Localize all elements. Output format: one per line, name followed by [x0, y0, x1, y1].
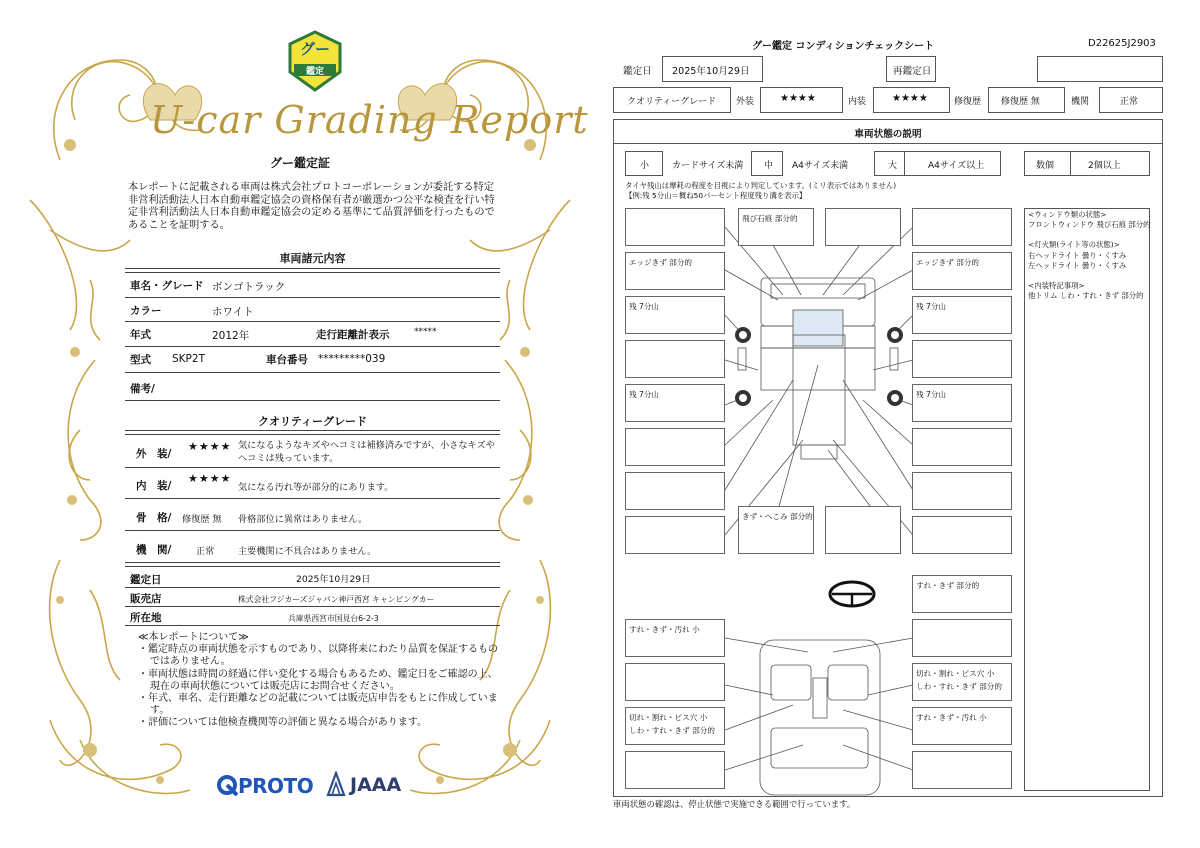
- note-box: [912, 619, 1012, 657]
- interior-stars: ★★★★: [892, 93, 928, 104]
- note-box: 飛び石痕 部分的: [738, 208, 814, 246]
- report-notes: [138, 632, 498, 730]
- dealer-label: 販売店: [130, 593, 162, 605]
- report-script-title: U-car Grading Report: [150, 98, 589, 142]
- note-line: フロントウィンドウ 飛び石痕 部分的: [1028, 220, 1151, 230]
- mileage-label: 走行距離計表示: [316, 329, 390, 341]
- divider: [125, 430, 500, 435]
- divider: [125, 321, 500, 322]
- address-label: 所在地: [130, 612, 162, 624]
- note-box: [912, 663, 1012, 701]
- cell: [904, 151, 905, 176]
- divider: [125, 268, 500, 273]
- steering-wheel-icon: [828, 580, 876, 608]
- note-box: [912, 751, 1012, 789]
- note-line: 左ヘッドライト 曇り・くすみ: [1028, 260, 1127, 270]
- section-title: 車両状態の説明: [854, 129, 922, 140]
- chassis-value: *********039: [318, 353, 386, 365]
- exterior-label: 外 装/: [136, 448, 172, 460]
- chassis-label: 車台番号: [266, 354, 308, 366]
- divider: [125, 400, 500, 401]
- legend-large-desc: A4サイズ以上: [928, 161, 985, 171]
- badge-bottom-text: 鑑定: [305, 67, 324, 77]
- divider: [125, 297, 500, 298]
- repair-history-value: 修復歴 無: [1001, 97, 1040, 107]
- certificate-body: 本レポートに記載される車両は株式会社プロトコーポレーションが委託する特定非営利活動法人日本自動車鑑定協会の資格保有者が厳選かつ公平な検査を行い特定非営利活動法人日本自動車鑑定協会の定める基準にて品質評価を行ったものであることを証明する。: [128, 182, 495, 231]
- note-line: 切れ・割れ・ピス穴 小: [629, 713, 708, 722]
- engine-value: 正常: [196, 546, 215, 557]
- dealer-value: 株式会社フジカーズジャパン神戸西宮 キャンピングカー: [238, 595, 435, 604]
- interior-comment: 気になる汚れ等が部分的にあります。: [238, 482, 394, 493]
- note-box: [825, 506, 901, 554]
- appraisal-date-label: 鑑定日: [130, 574, 162, 586]
- sheet-title: グー鑑定 コンディションチェックシート: [752, 41, 935, 52]
- note-box: [625, 340, 725, 378]
- appraisal-date-value: 2025年10月29日: [296, 574, 371, 585]
- remarks-label: 備考/: [130, 383, 155, 395]
- frame-comment: 骨格部位に異常はありません。: [238, 514, 368, 525]
- model-value: SKP2T: [172, 353, 205, 365]
- appraisal-date-label: 鑑定日: [623, 66, 652, 77]
- frame-value: 修復歴 無: [182, 514, 222, 525]
- name-label: 車名・グレード: [130, 280, 204, 292]
- note-line: [1028, 271, 1151, 281]
- note-box: 残 7分山: [912, 384, 1012, 422]
- note-box: [825, 208, 901, 246]
- note-line: 切れ・割れ・ピス穴 小: [916, 669, 995, 678]
- mileage-value: *****: [414, 327, 437, 337]
- model-label: 型式: [130, 354, 151, 366]
- divider: [125, 562, 500, 567]
- exterior-stars: ★★★★: [188, 440, 232, 453]
- notes-title: ≪本レポートについて≫: [138, 632, 249, 643]
- note-box: [912, 208, 1012, 246]
- note-line: しわ・すれ・きず 部分的: [629, 726, 715, 735]
- address-value: 兵庫県西宮市国見台6-2-3: [288, 614, 379, 623]
- engine-value: 正常: [1120, 97, 1139, 107]
- jaaa-logo-text: JAAA: [350, 774, 402, 796]
- year-label: 年式: [130, 329, 151, 341]
- note-box: 残 7分山: [625, 384, 725, 422]
- note-line: 他トリム しわ・すれ・きず 部分的: [1028, 291, 1144, 301]
- engine-label: 機 関/: [136, 544, 172, 556]
- engine-label: 機関: [1071, 97, 1090, 107]
- note-line: [1028, 230, 1151, 240]
- note-box: すれ・きず・汚れ 小: [912, 707, 1012, 745]
- color-value: ホワイト: [212, 306, 254, 318]
- note-item: ・年式、車名、走行距離などの記載については販売店申告をもとに作成しています。: [138, 693, 498, 717]
- note-box: [625, 208, 725, 246]
- note-line: <灯火類(ライト等の状態)>: [1028, 240, 1120, 250]
- interior-label: 内 装/: [136, 480, 172, 492]
- note-box: [912, 340, 1012, 378]
- legend-count: 数個: [1036, 161, 1055, 171]
- note-box: すれ・きず 部分的: [912, 575, 1012, 613]
- tire-note: タイヤ残山は摩耗の程度を目視により判定しています。(ミリ表示ではありません): [625, 181, 897, 190]
- appraisal-date-value: 2025年10月29日: [672, 66, 750, 77]
- note-box: 残 7分山: [625, 296, 725, 334]
- interior-stars: ★★★★: [188, 472, 232, 485]
- note-line: <ウィンドウ類の状態>: [1028, 210, 1107, 219]
- proto-logo-mark: [216, 774, 238, 796]
- exterior-label: 外装: [736, 97, 755, 107]
- note-box: [625, 516, 725, 554]
- note-item: ・鑑定時点の車両状態を示すものであり、以降将来にわたり品質を保証するものではありません。: [138, 644, 498, 668]
- note-line: 右ヘッドライト 曇り・くすみ: [1028, 250, 1127, 260]
- name-value: ボンゴトラック: [212, 281, 286, 293]
- note-box: [912, 516, 1012, 554]
- divider: [125, 587, 500, 588]
- divider: [125, 467, 500, 468]
- divider: [125, 372, 500, 373]
- legend-mid-desc: A4サイズ未満: [792, 161, 849, 171]
- note-line: しわ・すれ・きず 部分的: [916, 682, 1002, 691]
- badge-top-text: グー: [299, 40, 330, 58]
- footer-note: 車両状態の確認は、停止状態で実施できる範囲で行っています。: [613, 799, 856, 809]
- divider: [125, 625, 500, 626]
- exterior-comment: 気になるようなキズやヘコミは補修済みですが、小さなキズやヘコミは残っています。: [238, 440, 495, 464]
- note-box: [625, 751, 725, 789]
- legend-mid: 中: [764, 161, 774, 171]
- quality-grade-label: クオリティーグレード: [627, 97, 717, 107]
- certificate-title: グー鑑定証: [269, 156, 330, 170]
- interior-label: 内装: [848, 97, 867, 107]
- divider: [125, 606, 500, 607]
- document-id: D22625J2903: [1088, 38, 1156, 49]
- year-value: 2012年: [212, 330, 250, 342]
- cell: [1070, 151, 1071, 176]
- legend-small-desc: カードサイズ未満: [672, 161, 744, 171]
- cell: [762, 56, 887, 82]
- note-box: [625, 663, 725, 701]
- note-box: 残 7分山: [912, 296, 1012, 334]
- quality-heading: クオリティーグレード: [258, 415, 367, 428]
- note-box: [625, 472, 725, 510]
- legend-count-desc: 2個以上: [1088, 161, 1121, 171]
- legend-large: 大: [888, 161, 898, 171]
- note-line: <内装特記事項>: [1028, 281, 1085, 291]
- divider: [125, 498, 500, 499]
- note-box: エッジきず 部分的: [625, 252, 725, 290]
- repair-history-label: 修復歴: [954, 97, 982, 107]
- specs-heading: 車両諸元内容: [279, 252, 346, 265]
- color-label: カラー: [130, 305, 162, 317]
- note-box: エッジきず 部分的: [912, 252, 1012, 290]
- note-box: [625, 707, 725, 745]
- note-box: [912, 472, 1012, 510]
- note-box: [912, 428, 1012, 466]
- note-item: ・車両状態は時間の経過に伴い変化する場合もあるため、鑑定日をご確認の上、現在の車両状態については販売店にお問合せください。: [138, 668, 498, 692]
- cell: [935, 56, 1038, 82]
- jaaa-logo-mark: [326, 771, 346, 797]
- reappraisal-date-label: 再鑑定日: [893, 66, 932, 77]
- note-item: ・評価については他検査機関等の評価と異なる場合があります。: [138, 717, 427, 729]
- legend-small: 小: [640, 161, 650, 171]
- divider: [125, 530, 500, 531]
- note-box: [625, 428, 725, 466]
- note-box: きず・へこみ 部分的: [738, 506, 814, 554]
- engine-comment: 主要機関に不具合はありません。: [238, 546, 377, 557]
- proto-logo-text: PROTO: [238, 774, 314, 798]
- exterior-stars: ★★★★: [780, 93, 816, 104]
- frame-label: 骨 格/: [136, 512, 172, 524]
- tire-example: 【例:残 5分山＝概ね50パーセント程度残り溝を表示】: [625, 191, 807, 200]
- note-box: すれ・きず・汚れ 小: [625, 619, 725, 657]
- special-notes: [1028, 210, 1151, 301]
- divider: [125, 346, 500, 347]
